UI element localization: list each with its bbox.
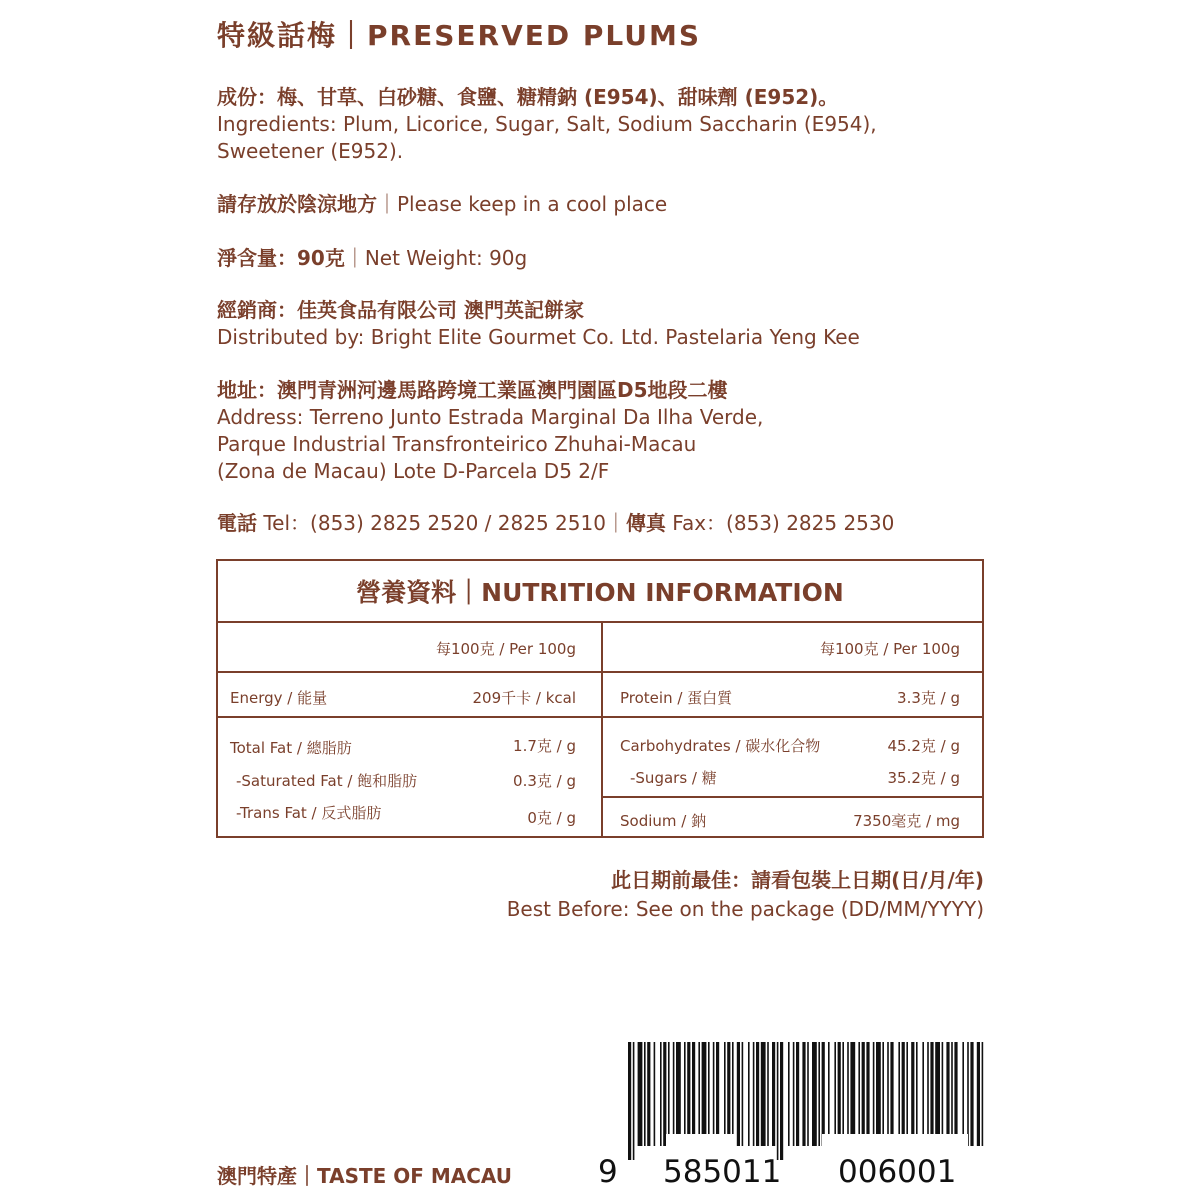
barcode-bar	[713, 1042, 715, 1146]
sugars-label: -Sugars / 糖	[630, 769, 717, 787]
storage-zh: 請存放於陰涼地方	[217, 192, 377, 216]
barcode-bar	[802, 1042, 805, 1146]
barcode-bar	[737, 1042, 740, 1146]
address-zh: 地址：澳門青洲河邊馬路跨境工業區澳門園區D5地段二樓	[217, 378, 728, 402]
barcode-digits-left: 585011	[663, 1154, 782, 1190]
tel-zh: 電話	[217, 511, 257, 535]
barcode-bar	[654, 1042, 656, 1146]
sodium-label: Sodium / 鈉	[620, 812, 707, 830]
barcode-bar	[838, 1042, 841, 1146]
net-weight-en: Net Weight: 90g	[364, 246, 528, 270]
fax-zh: 傳真	[625, 511, 666, 535]
barcode-bar	[862, 1042, 865, 1146]
ingredients-block	[217, 84, 877, 165]
barcode-bar	[873, 1042, 875, 1146]
phone-line	[217, 510, 894, 537]
barcode-bar	[807, 1042, 809, 1146]
net-weight-zh: 淨含量：90克	[217, 246, 345, 270]
barcode-bar	[906, 1042, 908, 1146]
barcode-bar	[788, 1042, 790, 1146]
total-fat-value: 1.7克 / g	[513, 737, 576, 755]
barcode-bar	[793, 1042, 795, 1146]
table-divider-vertical	[601, 621, 603, 836]
protein-value: 3.3克 / g	[897, 689, 960, 707]
barcode-bar	[828, 1042, 830, 1146]
carbohydrates-value: 45.2克 / g	[887, 737, 960, 755]
fax-number: Fax：(853) 2825 2530	[665, 511, 895, 535]
barcode-bar	[970, 1042, 973, 1146]
barcode-bar	[708, 1042, 710, 1146]
net-weight-separator: ｜	[344, 246, 365, 270]
distributor-block	[217, 297, 860, 351]
barcode-bar	[866, 1042, 869, 1146]
barcode-bar	[628, 1042, 631, 1160]
barcode-bar	[946, 1042, 949, 1146]
barcode-bar	[942, 1042, 944, 1146]
per-100g-right: 每100克 / Per 100g	[819, 640, 960, 658]
barcode-bar	[930, 1042, 933, 1146]
barcode-bar	[663, 1042, 666, 1146]
barcode-bar	[702, 1042, 707, 1146]
address-block	[217, 377, 763, 485]
saturated-fat-label: -Saturated Fat / 飽和脂肪	[236, 772, 418, 790]
barcode-bar	[847, 1042, 849, 1146]
barcode-bar	[777, 1042, 779, 1160]
address-en-line1: Address: Terreno Junto Estrada Marginal Da Ilha Verde,	[217, 405, 764, 429]
storage-separator: ｜	[377, 192, 397, 216]
barcode-bar	[927, 1042, 929, 1146]
table-divider-energy-row	[218, 716, 982, 718]
distributor-zh: 經銷商：佳英食品有限公司 澳門英記餅家	[217, 298, 584, 322]
tel-number: Tel：(853) 2825 2520 / 2825 2510｜	[257, 511, 626, 535]
sodium-value: 7350毫克 / mg	[853, 812, 960, 830]
barcode-bar	[638, 1042, 643, 1146]
barcode-bar	[756, 1042, 759, 1146]
barcode-bar	[850, 1042, 855, 1146]
barcode-bar	[951, 1042, 953, 1146]
energy-label: Energy / 能量	[230, 689, 328, 707]
saturated-fat-value: 0.3克 / g	[513, 772, 576, 790]
net-weight-line	[217, 245, 527, 272]
barcode-bar	[812, 1042, 817, 1146]
barcode-bar	[967, 1042, 969, 1146]
barcode-bar	[698, 1042, 700, 1146]
ingredients-en-line1: Ingredients: Plum, Licorice, Sugar, Salt, Sodium Saccharin (E954),	[217, 112, 877, 136]
energy-value: 209千卡 / kcal	[472, 689, 576, 707]
barcode-bar	[818, 1042, 820, 1146]
barcode-bar	[687, 1042, 690, 1146]
barcode-bar	[780, 1042, 783, 1160]
barcode-bar	[633, 1042, 635, 1160]
barcode-bar	[673, 1042, 675, 1146]
storage-line	[217, 191, 667, 218]
barcode-bar	[982, 1042, 984, 1146]
barcode-bar	[732, 1042, 734, 1146]
barcode-bar	[692, 1042, 695, 1146]
barcode-bar	[684, 1042, 686, 1146]
sugars-value: 35.2克 / g	[887, 769, 960, 787]
barcode-bar	[761, 1042, 766, 1146]
barcode-bar	[676, 1042, 681, 1146]
barcode-bar	[842, 1042, 844, 1146]
table-divider-sodium-row	[603, 796, 982, 798]
barcode-bar	[858, 1042, 860, 1146]
barcode-bar	[962, 1042, 964, 1146]
barcode-bar	[887, 1042, 889, 1146]
protein-label: Protein / 蛋白質	[620, 689, 733, 707]
barcode-bar	[772, 1042, 775, 1146]
trans-fat-value: 0克 / g	[527, 809, 576, 827]
barcode-bar	[727, 1042, 730, 1146]
barcode-bar	[660, 1042, 662, 1146]
barcode-digit-first: 9	[598, 1154, 618, 1190]
barcode-bar	[724, 1042, 726, 1146]
barcode-bar	[742, 1042, 744, 1146]
barcode-bar	[716, 1042, 719, 1146]
distributor-en: Distributed by: Bright Elite Gourmet Co. Ltd. Pastelaria Yeng Kee	[217, 325, 860, 349]
barcode-bar	[876, 1042, 881, 1146]
barcode-bar	[647, 1042, 650, 1146]
barcode-digits-right: 006001	[838, 1154, 957, 1190]
total-fat-label: Total Fat / 總脂肪	[230, 739, 352, 757]
barcode-bar	[902, 1042, 905, 1146]
address-en-line3: (Zona de Macau) Lote D-Parcela D5 2/F	[217, 459, 610, 483]
trans-fat-label: -Trans Fat / 反式脂肪	[236, 804, 382, 822]
storage-en: Please keep in a cool place	[397, 192, 668, 216]
footer-tagline: 澳門特產｜TASTE OF MACAU	[217, 1164, 513, 1188]
barcode-image	[626, 1042, 986, 1160]
barcode-bar	[644, 1042, 646, 1146]
barcode-bar	[935, 1042, 940, 1146]
barcode-bar	[767, 1042, 769, 1146]
nutrition-header: 營養資料｜NUTRITION INFORMATION	[218, 561, 982, 623]
best-before-zh: 此日期前最佳：請看包裝上日期(日/月/年)	[611, 868, 984, 892]
barcode-bar	[748, 1042, 750, 1146]
barcode-bar	[898, 1042, 900, 1146]
nutrition-table	[216, 559, 984, 838]
barcode-bar	[882, 1042, 884, 1146]
barcode-bar	[911, 1042, 914, 1146]
address-en-line2: Parque Industrial Transfronteirico Zhuhai-Macau	[217, 432, 697, 456]
ingredients-zh: 成份：梅、甘草、白砂糖、食鹽、糖精鈉 (E954)、甜味劑 (E952)。	[217, 85, 839, 109]
product-title: 特級話梅｜PRESERVED PLUMS	[217, 19, 701, 52]
barcode-bar	[753, 1042, 755, 1146]
barcode-bar	[796, 1042, 799, 1146]
per-100g-left: 每100克 / Per 100g	[435, 640, 576, 658]
table-divider-per-row	[218, 671, 982, 673]
ingredients-en-line2: Sweetener (E952).	[217, 139, 404, 163]
barcode-bar	[890, 1042, 893, 1146]
barcode-bar	[954, 1042, 957, 1146]
barcode-bar	[822, 1042, 825, 1146]
carbohydrates-label: Carbohydrates / 碳水化合物	[620, 737, 821, 755]
best-before-en: Best Before: See on the package (DD/MM/YYYY)	[506, 897, 984, 921]
barcode-bar	[668, 1042, 670, 1146]
barcode-bar	[977, 1042, 980, 1146]
barcode-bar	[834, 1042, 836, 1146]
